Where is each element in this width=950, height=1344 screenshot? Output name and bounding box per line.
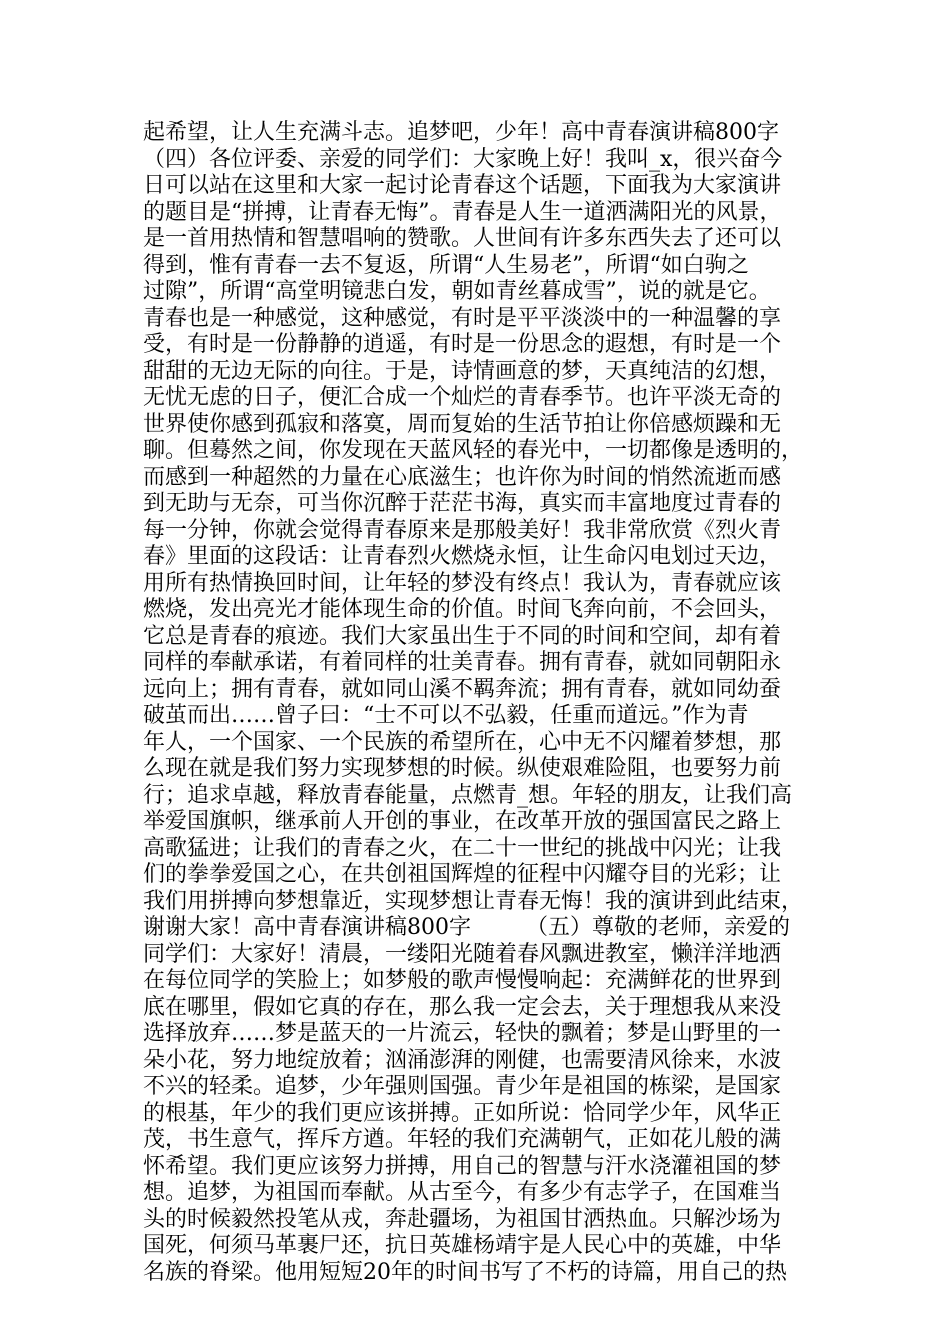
text-line: 得到，惟有青春一去不复返，所谓“人生易老”，所谓“如白驹之 <box>143 252 749 278</box>
text-line: 用所有热情换回时间，让年轻的梦没有终点！我认为，青春就应该 <box>143 570 782 596</box>
text-line: 到无助与无奈，可当你沉醉于茫茫书海，真实而丰富地度过青春的 <box>143 491 782 516</box>
text-line: 么现在就是我们努力实现梦想的时候。纵使艰难险阻，也要努力前 <box>143 756 782 781</box>
text-line: 起希望，让人生充满斗志。追梦吧，少年！高中青春演讲稿800字 <box>143 120 779 145</box>
text-line: 日可以站在这里和大家一起讨论青春这个话题，下面我为大家演讲 <box>143 173 782 198</box>
text-line: 同学们：大家好！清晨，一缕阳光随着春风飘进教室，懒洋洋地洒 <box>143 941 782 967</box>
text-line: 头的时候毅然投笔从戎，奔赴疆场，为祖国甘洒热血。只解沙场为 <box>143 1206 782 1232</box>
text-line: 燃烧，发出亮光才能体现生命的价值。时间飞奔向前，不会回头， <box>143 597 782 622</box>
text-line: 行；追求卓越，释放青春能量，点燃青_想。年轻的朋友，让我们高 <box>143 782 793 808</box>
text-line: 世界使你感到孤寂和落寞，周而复始的生活节拍让你倍感烦躁和无 <box>143 411 782 437</box>
text-line: 的根基，年少的我们更应该拼搏。正如所说：恰同学少年，风华正 <box>143 1100 782 1126</box>
text-line: 甜甜的无边无际的向往。于是，诗情画意的梦，天真纯洁的幻想， <box>143 358 782 384</box>
text-line: 在每位同学的笑脸上；如梦般的歌声慢慢响起：充满鲜花的世界到 <box>143 968 782 993</box>
text-line: 是一首用热情和智慧唱响的赞歌。人世间有许多东西失去了还可以 <box>143 226 782 251</box>
text-line: 茂，书生意气，挥斥方遒。年轻的我们充满朝气，正如花儿般的满 <box>143 1127 782 1152</box>
text-line: 青春也是一种感觉，这种感觉，有时是平平淡淡中的一种温馨的享 <box>143 305 782 331</box>
text-line: 高歌猛进；让我们的青春之火，在二十一世纪的挑战中闪光；让我 <box>143 835 782 861</box>
text-line: 过隙”，所谓“高堂明镜悲白发，朝如青丝暮成雪”，说的就是它。 <box>143 279 771 304</box>
text-line: 名族的脊梁。他用短短20年的时间书写了不朽的诗篇，用自己的热 <box>143 1259 787 1285</box>
text-line: 怀希望。我们更应该努力拼搏，用自己的智慧与汗水浇灌祖国的梦 <box>143 1153 782 1179</box>
text-line: 每一分钟，你就会觉得青春原来是那般美好！我非常欣赏《烈火青 <box>143 517 782 543</box>
text-line: 无忧无虑的日子，便汇合成一个灿烂的青春季节。也许平淡无奇的 <box>143 385 782 410</box>
text-line: 选择放弃……梦是蓝天的一片流云，轻快的飘着；梦是山野里的一 <box>143 1021 782 1046</box>
text-line: 谢谢大家！高中青春演讲稿800字 （五）尊敬的老师，亲爱的 <box>143 915 790 940</box>
text-line: 受，有时是一份静静的逍遥，有时是一份思念的遐想，有时是一个 <box>143 332 782 357</box>
text-line: 想。追梦，为祖国而奉献。从古至今，有多少有志学子，在国难当 <box>143 1180 782 1205</box>
text-line: 而感到一种超然的力量在心底滋生；也许你为时间的悄然流逝而感 <box>143 464 782 490</box>
text-line: 年人，一个国家、一个民族的希望所在，心中无不闪耀着梦想，那 <box>143 729 782 755</box>
text-line: 同样的奉献承诺，有着同样的壮美青春。拥有青春，就如同朝阳永 <box>143 650 782 675</box>
text-line: （四）各位评委、亲爱的同学们：大家晚上好！我叫_x，很兴奋今 <box>143 146 783 172</box>
text-line: 的题目是“拼搏，让青春无悔”。青春是人生一道洒满阳光的风景， <box>143 199 782 225</box>
text-line: 举爱国旗帜，继承前人开创的事业，在改革开放的强国富民之路上 <box>143 809 782 834</box>
text-line: 朵小花，努力地绽放着；汹涌澎湃的刚健，也需要清风徐来，水波 <box>143 1047 782 1073</box>
text-line: 不兴的轻柔。追梦，少年强则国强。青少年是祖国的栋梁，是国家 <box>143 1074 782 1099</box>
text-line: 国死，何须马革裹尸还，抗日英雄杨靖宇是人民心中的英雄，中华 <box>143 1233 782 1258</box>
document-body-text <box>143 120 823 1286</box>
text-line: 破茧而出……曾子曰：“士不可以不弘毅，任重而道远。”作为青 <box>143 703 749 728</box>
text-line: 远向上；拥有青春，就如同山溪不羁奔流；拥有青春，就如同幼蚕 <box>143 676 782 702</box>
text-line: 春》里面的这段话：让青春烈火燃烧永恒，让生命闪电划过天边， <box>143 544 782 569</box>
text-line: 底在哪里，假如它真的存在，那么我一定会去，关于理想我从来没 <box>143 994 782 1020</box>
text-line: 聊。但蓦然之间，你发现在天蓝风轻的春光中，一切都像是透明的， <box>143 438 804 463</box>
text-line: 它总是青春的痕迹。我们大家虽出生于不同的时间和空间，却有着 <box>143 623 782 649</box>
text-line: 们的拳拳爱国之心，在共创祖国辉煌的征程中闪耀夺目的光彩；让 <box>143 862 782 887</box>
text-line: 我们用拼搏向梦想靠近，实现梦想让青春无悔！我的演讲到此结束， <box>143 888 804 914</box>
